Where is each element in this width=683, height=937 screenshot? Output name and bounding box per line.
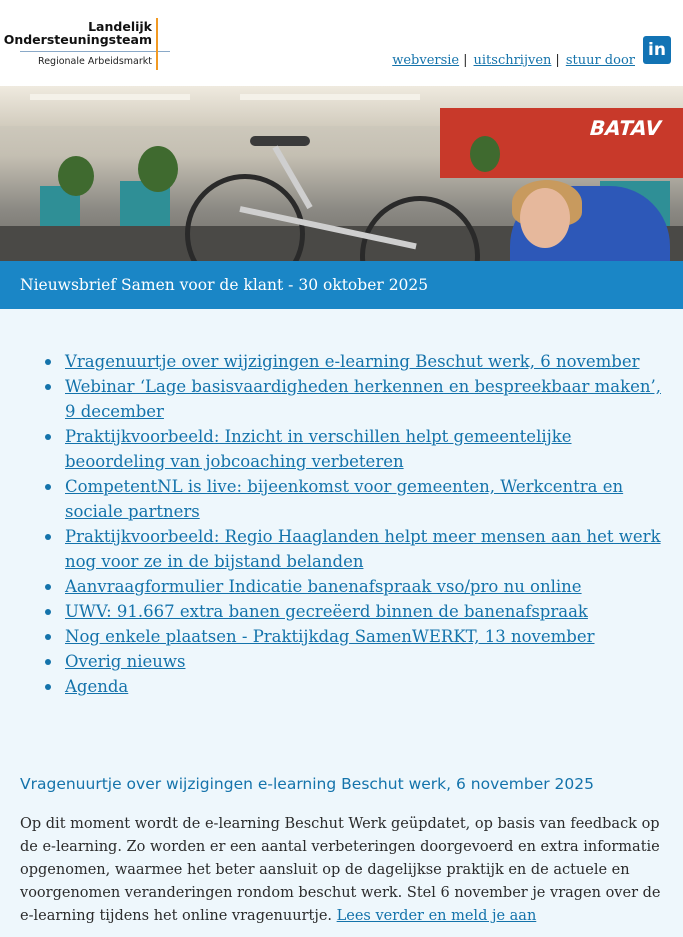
toc-link[interactable]: Vragenuurtje over wijzigingen e-learning Beschut werk, 6 november xyxy=(65,352,640,371)
header xyxy=(0,0,683,86)
hero-sign: BATAV xyxy=(586,116,665,140)
toc-link[interactable]: Overig nieuws xyxy=(65,652,186,671)
read-more-link[interactable]: Lees verder en meld je aan xyxy=(336,908,537,924)
toc-item xyxy=(65,649,663,674)
toc-link[interactable]: Agenda xyxy=(65,677,129,696)
webversie-link[interactable]: webversie xyxy=(392,53,460,68)
toc-item xyxy=(65,574,663,599)
article-body xyxy=(20,813,663,928)
separator: | xyxy=(555,53,560,68)
logo-line-3: Regionale Arbeidsmarkt xyxy=(38,56,152,67)
toc-link[interactable]: Webinar ‘Lage basisvaardigheden herkennen en bespreekbaar maken’, 9 december xyxy=(65,377,661,421)
logo-accent-bar xyxy=(156,18,158,70)
logo-line-1: Landelijk xyxy=(88,19,152,34)
newsletter-title-band xyxy=(0,261,683,309)
logo xyxy=(3,18,170,70)
separator: | xyxy=(463,53,468,68)
bicycle-saddle xyxy=(250,136,310,146)
toc-link[interactable]: Nog enkele plaatsen - Praktijkdag SamenWERKT, 13 november xyxy=(65,627,595,646)
toc-link[interactable]: UWV: 91.667 extra banen gecreëerd binnen de banenafspraak xyxy=(65,602,588,621)
hero-plant xyxy=(470,136,500,172)
toc-item xyxy=(65,599,663,624)
toc-link[interactable]: CompetentNL is live: bijeenkomst voor gemeenten, Werkcentra en sociale partners xyxy=(65,477,624,521)
article-title: Vragenuurtje over wijzigingen e-learning Beschut werk, 6 november 2025 xyxy=(20,775,595,793)
toc-link[interactable]: Praktijkvoorbeeld: Inzicht in verschillen helpt gemeentelijke beoordeling van jobcoaching verbeteren xyxy=(65,427,572,471)
hero-plant xyxy=(138,146,178,192)
newsletter-title: Nieuwsbrief Samen voor de klant - 30 oktober 2025 xyxy=(20,276,429,294)
linkedin-icon-label: in xyxy=(648,40,666,60)
toc-item xyxy=(65,474,663,524)
toc-item xyxy=(65,524,663,574)
uitschrijven-link[interactable]: uitschrijven xyxy=(473,53,552,68)
linkedin-icon[interactable] xyxy=(643,36,671,64)
toc-link[interactable]: Aanvraagformulier Indicatie banenafspraak vso/pro nu online xyxy=(65,577,582,596)
top-links xyxy=(392,53,635,68)
stuur-door-link[interactable]: stuur door xyxy=(565,53,635,68)
toc-link[interactable]: Praktijkvoorbeeld: Regio Haaglanden helpt meer mensen aan het werk nog voor ze in de bijstand belanden xyxy=(65,527,661,571)
toc-item xyxy=(65,374,663,424)
toc-item xyxy=(65,674,663,699)
article-body-text: Op dit moment wordt de e-learning Beschut Werk geüpdatet, op basis van feedback op de e-learning. Zo worden er een aantal verbeteringen doorgevoerd en extra informatie opgenomen, waarmee het beter aansluit op de dagelijkse praktijk en de actuele en voorgenomen veranderingen rondom beschut werk. Stel 6 november je vragen over de e-learning tijdens het online vragenuurtje. xyxy=(20,816,661,924)
hero-light xyxy=(240,94,420,100)
toc-item xyxy=(65,424,663,474)
hero-light xyxy=(30,94,190,100)
main-content xyxy=(0,309,683,937)
toc-item xyxy=(65,349,663,374)
logo-line-2: Ondersteuningsteam xyxy=(3,32,152,47)
bicycle-wheel xyxy=(360,196,480,261)
hero-image xyxy=(0,86,683,261)
table-of-contents xyxy=(20,349,663,699)
hero-plant xyxy=(58,156,94,196)
logo-rule xyxy=(20,51,170,52)
hero-person-face xyxy=(520,188,570,248)
toc-item xyxy=(65,624,663,649)
